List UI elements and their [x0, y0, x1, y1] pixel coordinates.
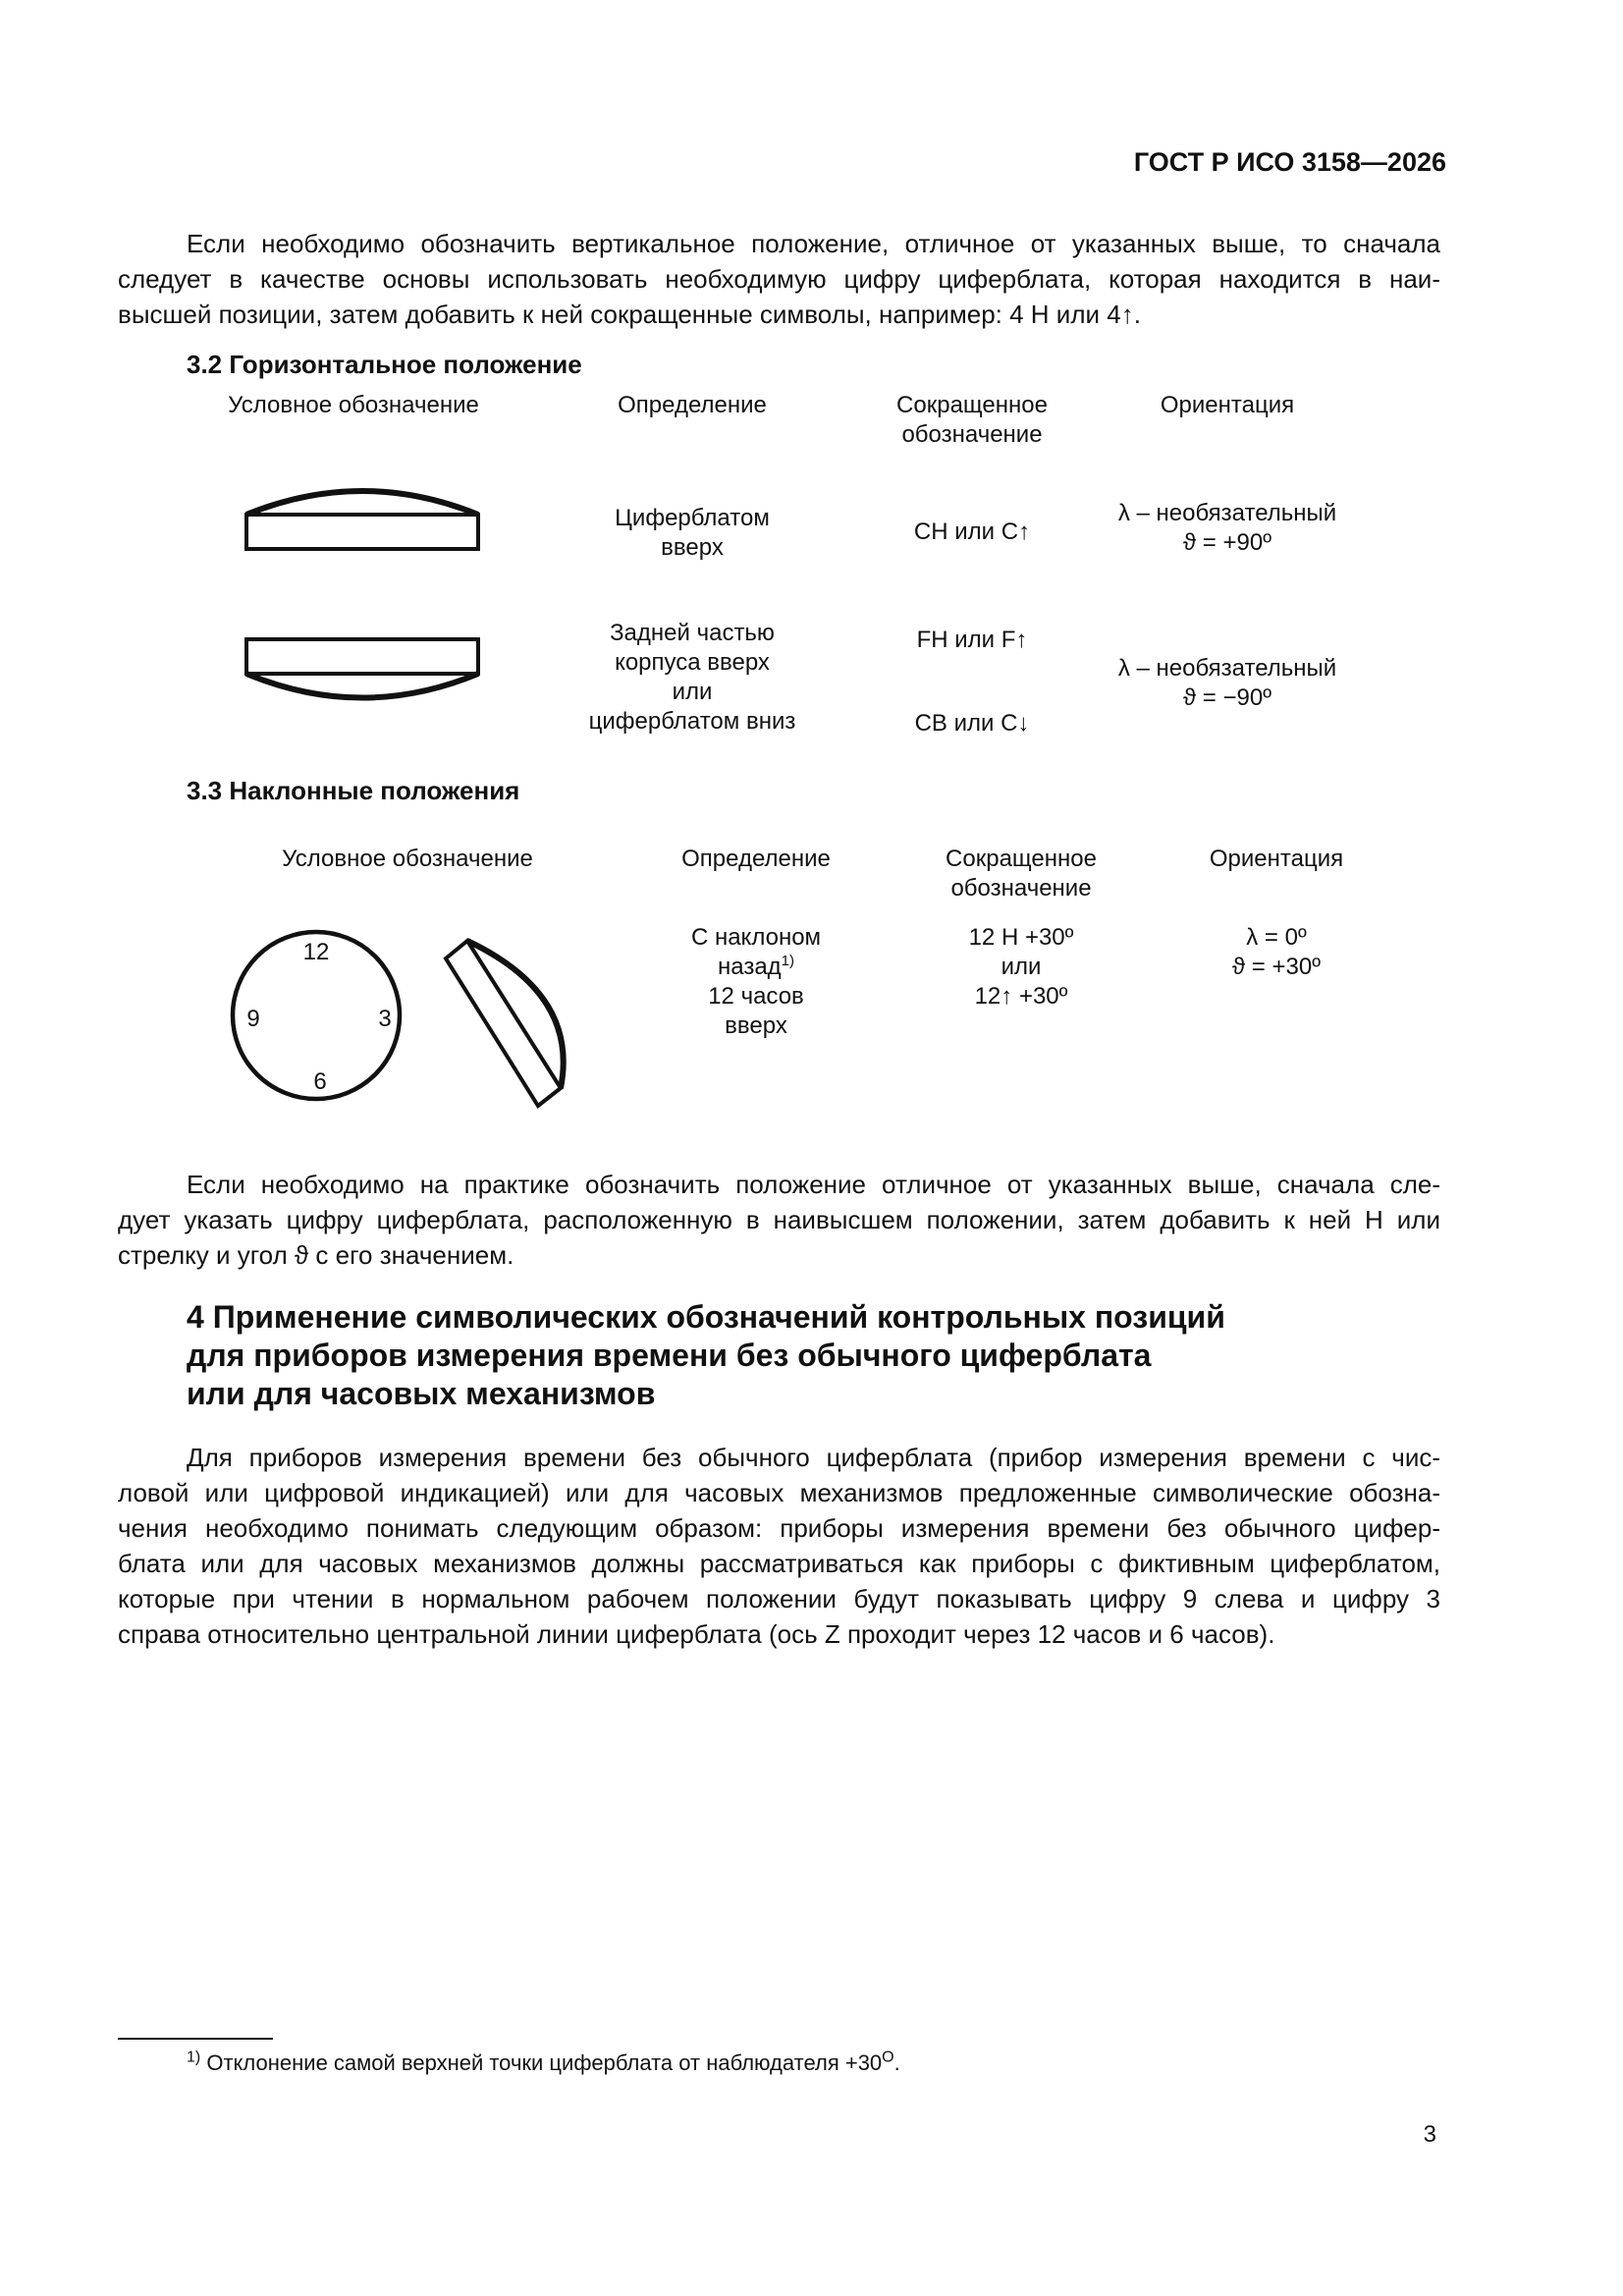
footnote: $^{1)}$ Отклонение самой верхней точки циферблата от наблюдателя $+30^O$. [187, 2049, 900, 2075]
tilt-orientation: λ = 0º ϑ = +30º [1232, 924, 1321, 980]
footnote-separator [118, 2038, 273, 2040]
dial-up-symbol [241, 479, 486, 554]
paragraph-line: которые при чтении в нормальном рабочем положении будут показывать цифру 9 слева и цифру 3 [118, 1584, 1440, 1613]
dial-number-12: 12 [302, 939, 330, 965]
dial-number-9: 9 [246, 1006, 260, 1032]
row1-abbrev: CH или C↑ [913, 519, 1031, 545]
tilt-definition: С наклоном назад$^{1)}$ 12 часов вверх [690, 924, 822, 1039]
footnote-degree: O [882, 2049, 894, 2066]
col-symbol-header: Условное обозначение [282, 846, 533, 872]
section-3-2-title: 3.2 Горизонтальное положение [187, 350, 582, 379]
col-symbol-header: Условное обозначение [228, 392, 479, 418]
paragraph-line: Если необходимо на практике обозначить положение отличное от указанных выше, сначала сле- [187, 1170, 1440, 1199]
footnote-mark: 1) [187, 2049, 201, 2066]
paragraph-line: ловой или цифровой индикацией) или для часовых механизмов предложенные символические обозна- [118, 1478, 1440, 1507]
footnote-text: Отклонение самой верхней точки циферблата от наблюдателя +30 [206, 2050, 883, 2075]
paragraph-line: чения необходимо понимать следующим образом: приборы измерения времени без обычного цифер- [118, 1513, 1440, 1543]
paragraph-line: Для приборов измерения времени без обычного циферблата (прибор измерения времени с чис- [187, 1443, 1440, 1472]
paragraph-line: высшей позиции, затем добавить к ней сокращенные символы, например: 4 H или 4↑. [118, 300, 1141, 329]
col-definition-header: Определение [618, 392, 767, 418]
dial-number-3: 3 [378, 1006, 392, 1032]
row2-abbrev-a: FH или F↑ [916, 627, 1028, 653]
dial-face-symbol [228, 927, 405, 1104]
document-number: ГОСТ Р ИСО 3158—2026 [1133, 147, 1446, 177]
section-3-3-title: 3.3 Наклонные положения [187, 776, 520, 805]
page-number: 3 [1423, 2121, 1436, 2148]
paragraph-line: блата или для часовых механизмов должны рассматриваться как приборы с фиктивным циферблатом, [118, 1549, 1440, 1578]
row1-orientation: λ – необязательный ϑ = +90º [1117, 500, 1337, 556]
paragraph-line: стрелку и угол ϑ с его значением. [118, 1240, 514, 1270]
dial-number-6: 6 [313, 1068, 327, 1095]
row2-abbrev-b: CB или C↓ [914, 710, 1030, 737]
col-abbrev-header: Сокращенное обозначение [896, 392, 1048, 448]
row2-orientation: λ – необязательный ϑ = −90º [1117, 655, 1337, 711]
paragraph-line: справа относительно центральной линии циферблата (ось Z проходит через 12 часов и 6 часов). [118, 1619, 1275, 1649]
intro-paragraph [118, 226, 1440, 332]
col-orientation-header: Ориентация [1160, 392, 1295, 418]
section-4-title: 4 Применение символических обозначений контрольных позиций для приборов измерения времени без обычного циферблата или для часовых механизмов [187, 1299, 1225, 1411]
col-orientation-header: Ориентация [1209, 846, 1344, 872]
section-4-paragraph [118, 1440, 1440, 1652]
tilted-watch-symbol [432, 933, 579, 1120]
paragraph-line: следует в качестве основы использовать необходимую цифру циферблата, которая находится в наи- [118, 264, 1440, 294]
paragraph-line: Если необходимо обозначить вертикальное положение, отличное от указанных выше, то сначала [187, 229, 1440, 258]
col-abbrev-header: Сокращенное обозначение [946, 846, 1097, 902]
paragraph-line: дует указать цифру циферблата, расположенную в наивысшем положении, затем добавить к ней H или [118, 1205, 1440, 1234]
footnote-ref: 1) [781, 953, 795, 969]
tilt-abbrev: 12 H +30º или 12↑ +30º [968, 924, 1074, 1010]
back-up-symbol [241, 633, 486, 708]
col-definition-header: Определение [681, 846, 831, 872]
row2-definition: Задней частью корпуса вверх или циферблатом вниз [588, 620, 796, 735]
row1-definition: Циферблатом вверх [615, 505, 770, 561]
paragraph-after-3-3 [118, 1167, 1440, 1273]
